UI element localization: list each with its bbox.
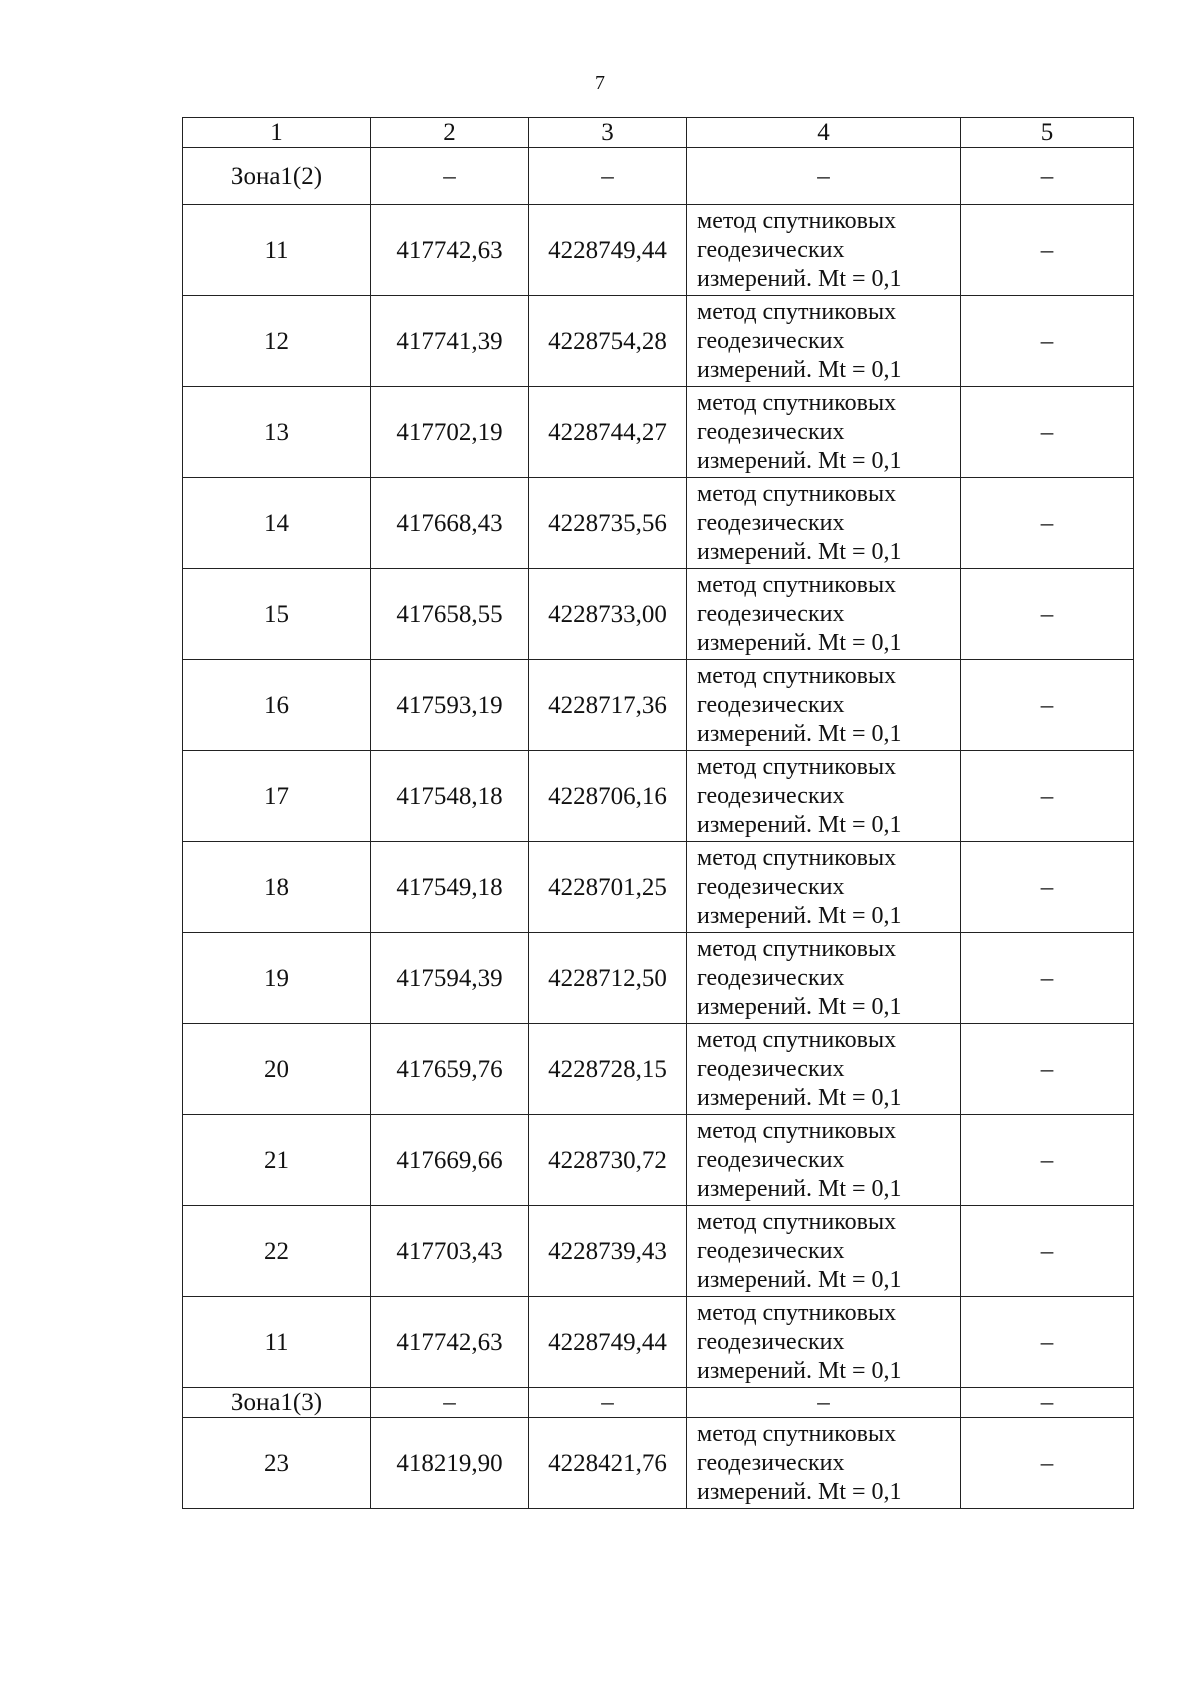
method-text-line: геодезических [697, 600, 845, 627]
note-cell: – [961, 1388, 1134, 1418]
table-row [183, 1115, 1134, 1206]
method-text-line: метод спутниковых [697, 662, 897, 689]
method-text-line: геодезических [697, 509, 845, 536]
point-number-cell: 16 [183, 660, 371, 751]
method-text-line: геодезических [697, 1328, 845, 1355]
point-number-cell: 21 [183, 1115, 371, 1206]
point-number-cell: 13 [183, 387, 371, 478]
method-text-line: геодезических [697, 418, 845, 445]
x-coordinate-cell: 417702,19 [371, 387, 529, 478]
x-coordinate-cell: 417703,43 [371, 1206, 529, 1297]
y-coordinate-cell: 4228701,25 [529, 842, 687, 933]
method-cell [687, 1115, 961, 1206]
method-cell [687, 751, 961, 842]
y-coordinate-cell: 4228717,36 [529, 660, 687, 751]
x-coordinate-cell: 417659,76 [371, 1024, 529, 1115]
method-text-line: измерений. Mt = 0,1 [697, 1357, 902, 1384]
y-coordinate-cell: 4228733,00 [529, 569, 687, 660]
method-text-line: метод спутниковых [697, 1208, 897, 1235]
y-coordinate-cell: 4228712,50 [529, 933, 687, 1024]
column-header: 1 [183, 118, 371, 148]
table-row [183, 205, 1134, 296]
method-text-line: геодезических [697, 1237, 845, 1264]
method-cell: – [687, 148, 961, 205]
method-text-line: метод спутниковых [697, 480, 897, 507]
note-cell: – [961, 478, 1134, 569]
point-number-cell: 19 [183, 933, 371, 1024]
y-coordinate-cell: 4228421,76 [529, 1418, 687, 1509]
method-text-line: измерений. Mt = 0,1 [697, 1175, 902, 1202]
method-text-line: метод спутниковых [697, 298, 897, 325]
y-coordinate-cell: 4228749,44 [529, 205, 687, 296]
x-coordinate-cell: 417548,18 [371, 751, 529, 842]
point-number-cell: 23 [183, 1418, 371, 1509]
method-text-line: геодезических [697, 964, 845, 991]
method-text-line: измерений. Mt = 0,1 [697, 720, 902, 747]
note-cell: – [961, 1297, 1134, 1388]
x-coordinate-cell: 417669,66 [371, 1115, 529, 1206]
point-number-cell: 20 [183, 1024, 371, 1115]
point-number-cell: 12 [183, 296, 371, 387]
method-text-line: метод спутниковых [697, 753, 897, 780]
method-text-line: измерений. Mt = 0,1 [697, 1266, 902, 1293]
column-header: 5 [961, 118, 1134, 148]
note-cell: – [961, 1115, 1134, 1206]
table-row [183, 1418, 1134, 1509]
method-text-line: геодезических [697, 1449, 845, 1476]
note-cell: – [961, 660, 1134, 751]
method-text-line: измерений. Mt = 0,1 [697, 1478, 902, 1505]
zone-label-cell: Зона1(3) [183, 1388, 371, 1418]
method-text-line: измерений. Mt = 0,1 [697, 538, 902, 565]
note-cell: – [961, 751, 1134, 842]
table-row [183, 660, 1134, 751]
note-cell: – [961, 387, 1134, 478]
point-number-cell: 14 [183, 478, 371, 569]
zone-label-cell: Зона1(2) [183, 148, 371, 205]
x-coordinate-cell: – [371, 1388, 529, 1418]
method-text-line: метод спутниковых [697, 935, 897, 962]
point-number-cell: 15 [183, 569, 371, 660]
column-header: 2 [371, 118, 529, 148]
method-text-line: метод спутниковых [697, 1299, 897, 1326]
y-coordinate-cell: 4228730,72 [529, 1115, 687, 1206]
note-cell: – [961, 1206, 1134, 1297]
method-cell [687, 1297, 961, 1388]
method-text-line: метод спутниковых [697, 207, 897, 234]
x-coordinate-cell: 417741,39 [371, 296, 529, 387]
note-cell: – [961, 1024, 1134, 1115]
table-row [183, 296, 1134, 387]
note-cell: – [961, 1418, 1134, 1509]
zone-row [183, 1388, 1134, 1418]
method-text-line: метод спутниковых [697, 1026, 897, 1053]
method-cell [687, 569, 961, 660]
method-cell [687, 660, 961, 751]
y-coordinate-cell: 4228754,28 [529, 296, 687, 387]
y-coordinate-cell: 4228706,16 [529, 751, 687, 842]
point-number-cell: 11 [183, 205, 371, 296]
column-header: 3 [529, 118, 687, 148]
y-coordinate-cell: – [529, 1388, 687, 1418]
table-row [183, 1024, 1134, 1115]
method-cell [687, 1206, 961, 1297]
note-cell: – [961, 296, 1134, 387]
x-coordinate-cell: 417593,19 [371, 660, 529, 751]
method-text-line: измерений. Mt = 0,1 [697, 265, 902, 292]
method-text-line: метод спутниковых [697, 571, 897, 598]
note-cell: – [961, 569, 1134, 660]
y-coordinate-cell: 4228749,44 [529, 1297, 687, 1388]
table-row [183, 1206, 1134, 1297]
point-number-cell: 17 [183, 751, 371, 842]
point-number-cell: 11 [183, 1297, 371, 1388]
table-header-row [183, 118, 1134, 148]
column-header: 4 [687, 118, 961, 148]
method-text-line: геодезических [697, 327, 845, 354]
y-coordinate-cell: 4228744,27 [529, 387, 687, 478]
method-text-line: измерений. Mt = 0,1 [697, 447, 902, 474]
table-row [183, 387, 1134, 478]
method-text-line: геодезических [697, 691, 845, 718]
table-body [183, 118, 1134, 1509]
note-cell: – [961, 933, 1134, 1024]
x-coordinate-cell: – [371, 148, 529, 205]
zone-row [183, 148, 1134, 205]
method-text-line: геодезических [697, 1146, 845, 1173]
table-row [183, 478, 1134, 569]
coordinates-table [182, 117, 1134, 1509]
method-text-line: измерений. Mt = 0,1 [697, 811, 902, 838]
method-text-line: метод спутниковых [697, 389, 897, 416]
point-number-cell: 18 [183, 842, 371, 933]
method-text-line: измерений. Mt = 0,1 [697, 1084, 902, 1111]
x-coordinate-cell: 417742,63 [371, 205, 529, 296]
x-coordinate-cell: 417742,63 [371, 1297, 529, 1388]
method-text-line: метод спутниковых [697, 1117, 897, 1144]
method-text-line: геодезических [697, 1055, 845, 1082]
y-coordinate-cell: – [529, 148, 687, 205]
method-text-line: геодезических [697, 873, 845, 900]
note-cell: – [961, 842, 1134, 933]
method-text-line: метод спутниковых [697, 1420, 897, 1447]
method-text-line: измерений. Mt = 0,1 [697, 356, 902, 383]
table-row [183, 842, 1134, 933]
method-cell [687, 478, 961, 569]
table-row [183, 1297, 1134, 1388]
table-row [183, 933, 1134, 1024]
point-number-cell: 22 [183, 1206, 371, 1297]
x-coordinate-cell: 417668,43 [371, 478, 529, 569]
table-row [183, 751, 1134, 842]
method-cell: – [687, 1388, 961, 1418]
y-coordinate-cell: 4228728,15 [529, 1024, 687, 1115]
page-number: 7 [595, 72, 605, 94]
method-text-line: измерений. Mt = 0,1 [697, 629, 902, 656]
table-row [183, 569, 1134, 660]
method-text-line: измерений. Mt = 0,1 [697, 902, 902, 929]
y-coordinate-cell: 4228735,56 [529, 478, 687, 569]
x-coordinate-cell: 417594,39 [371, 933, 529, 1024]
x-coordinate-cell: 418219,90 [371, 1418, 529, 1509]
note-cell: – [961, 205, 1134, 296]
method-text-line: измерений. Mt = 0,1 [697, 993, 902, 1020]
method-cell [687, 205, 961, 296]
x-coordinate-cell: 417658,55 [371, 569, 529, 660]
method-cell [687, 1024, 961, 1115]
method-cell [687, 1418, 961, 1509]
method-text-line: геодезических [697, 236, 845, 263]
method-cell [687, 296, 961, 387]
method-text-line: метод спутниковых [697, 844, 897, 871]
x-coordinate-cell: 417549,18 [371, 842, 529, 933]
method-cell [687, 387, 961, 478]
method-text-line: геодезических [697, 782, 845, 809]
y-coordinate-cell: 4228739,43 [529, 1206, 687, 1297]
method-cell [687, 842, 961, 933]
note-cell: – [961, 148, 1134, 205]
method-cell [687, 933, 961, 1024]
